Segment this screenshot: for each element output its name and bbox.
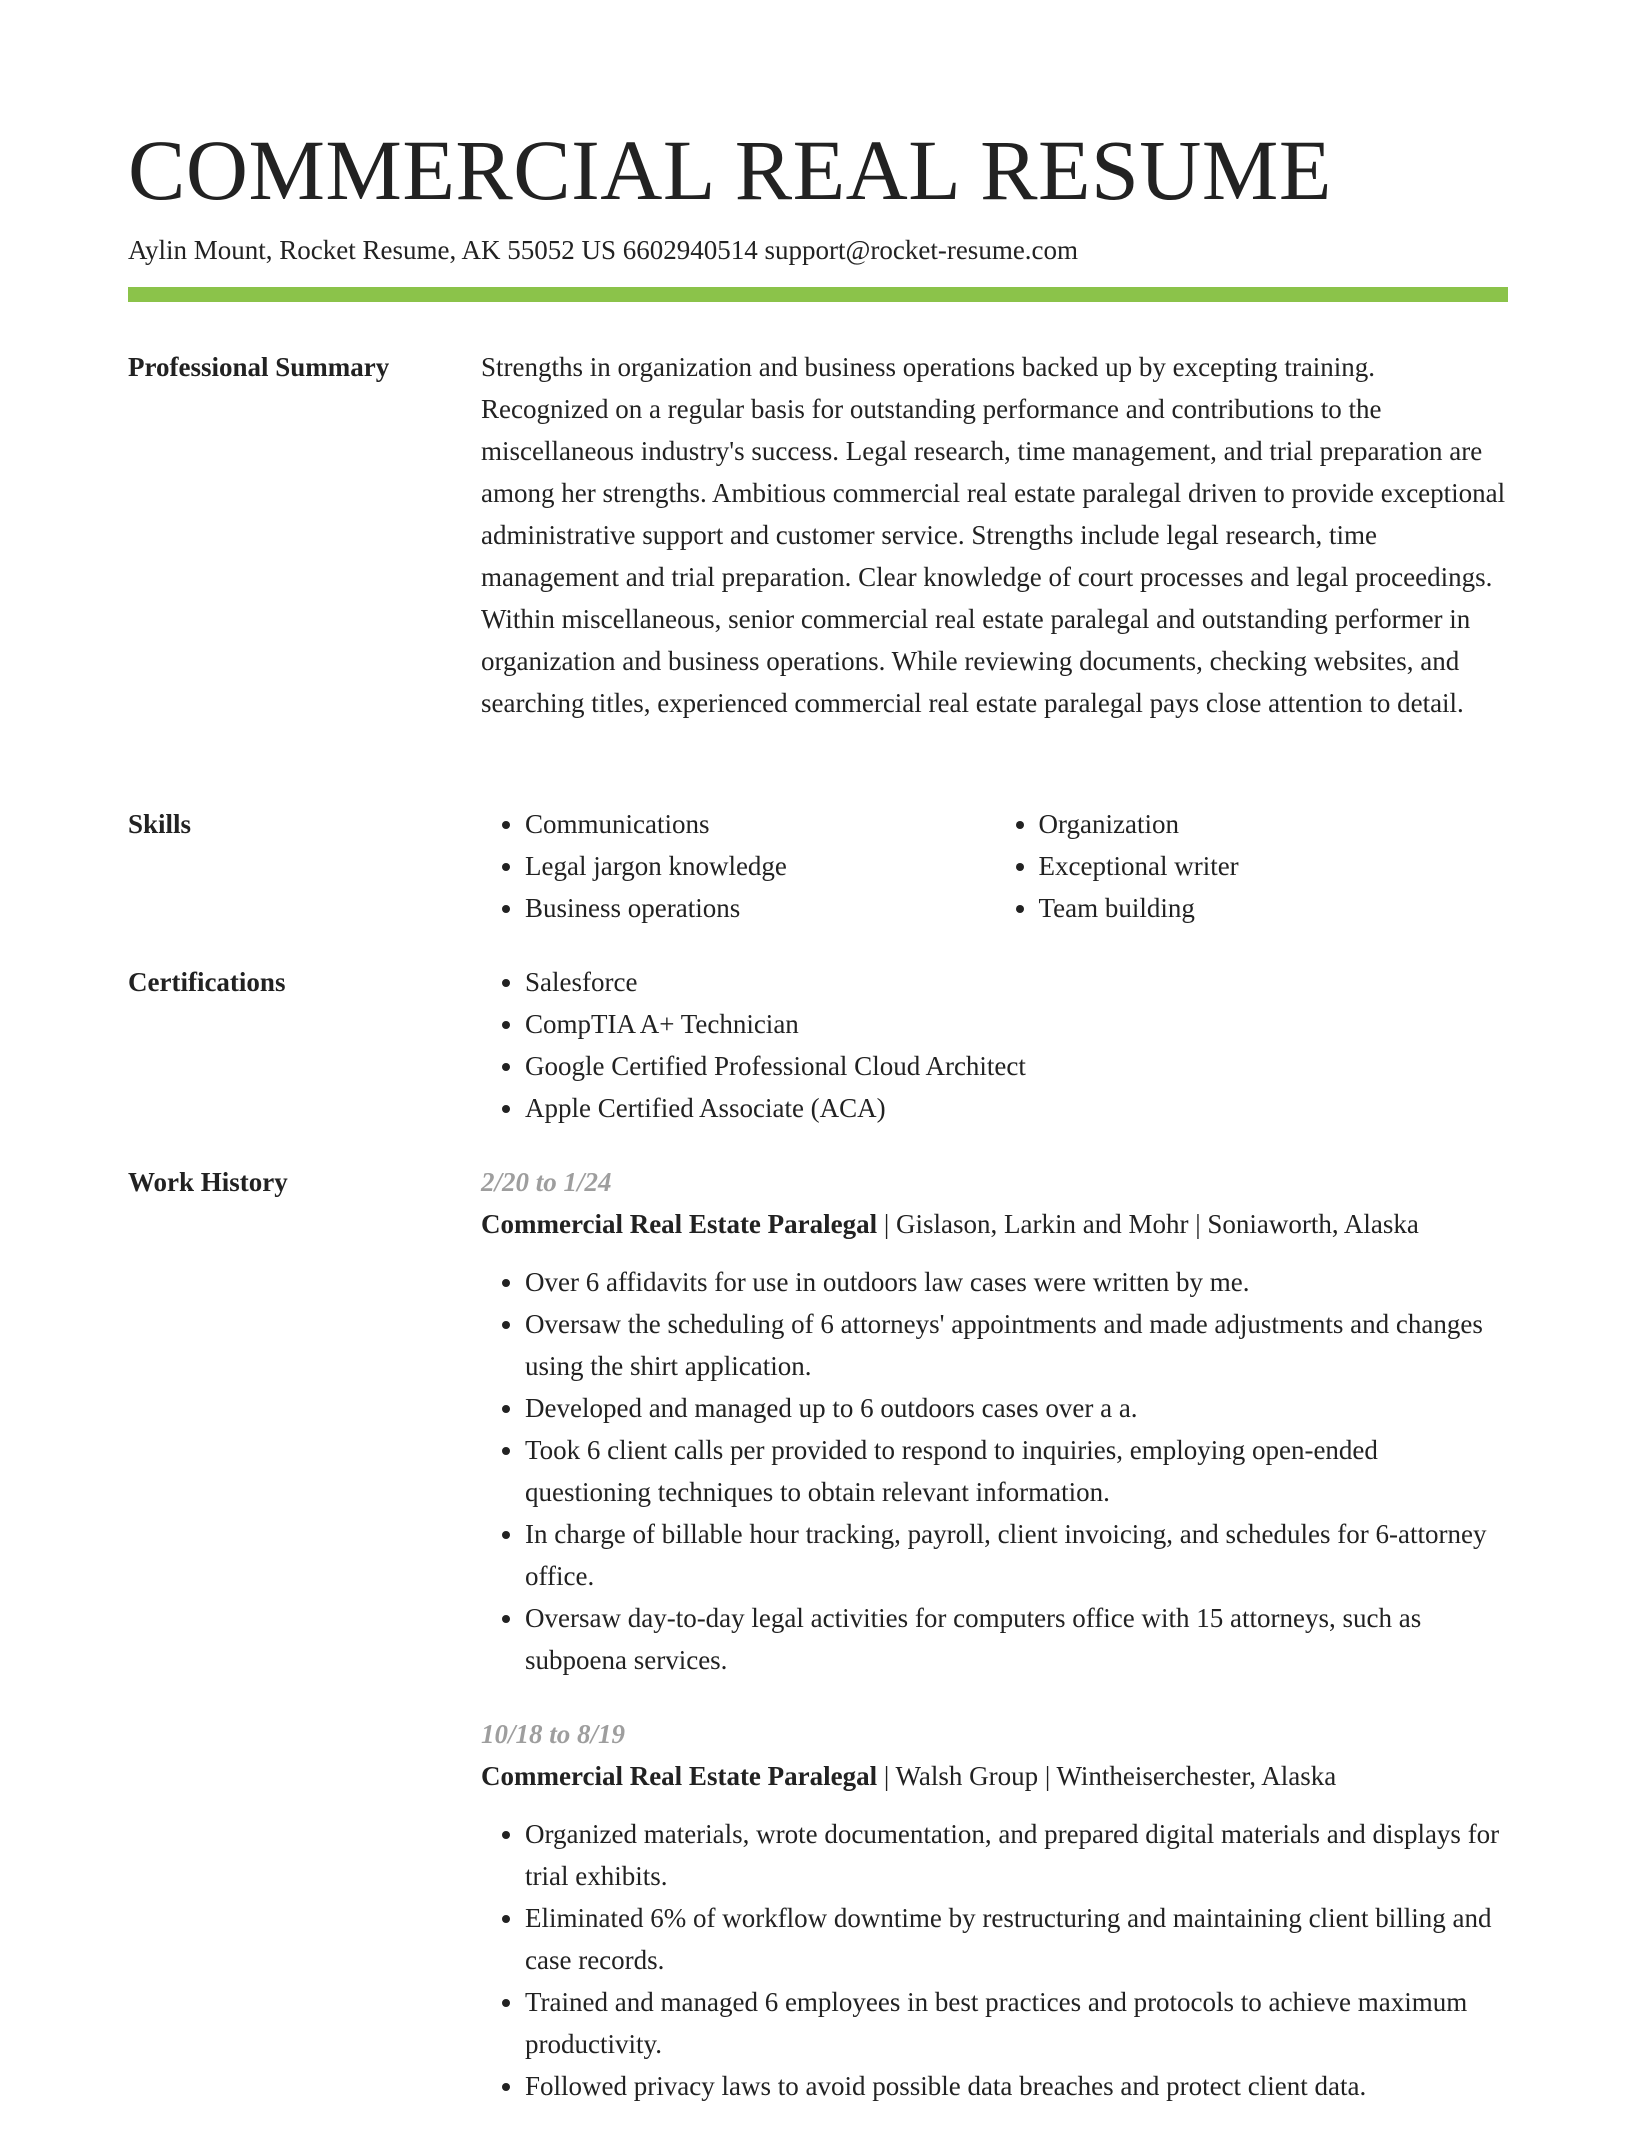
section-label-work-history: Work History — [128, 1167, 288, 1197]
job-bullet: • Oversaw the scheduling of 6 attorneys' appointments and made adjustments and changes using the shirt application. — [525, 1303, 1508, 1387]
job-entry — [481, 1161, 1508, 1681]
skills-grid — [481, 803, 1508, 929]
job-bullet: • Organized materials, wrote documentation, and prepared digital materials and displays for trial exhibits. — [525, 1813, 1508, 1897]
summary-text: Strengths in organization and business operations backed up by excepting training. Recognized on a regular basis for outstanding performance and contributions to the miscellaneous industry's success. Legal research, time management, and trial preparation are among her strengths. Ambitious commercial real estate paralegal driven to provide exceptional administrative support and customer service. Strengths include legal research, time management and trial preparation. Clear knowledge of court processes and legal proceedings. Within miscellaneous, senior commercial real estate paralegal and outstanding performer in organization and business operations. While reviewing documents, checking websites, and searching titles, experienced commercial real estate paralegal pays close attention to detail. — [481, 352, 1506, 718]
contact-line: Aylin Mount, Rocket Resume, AK 55052 US 6602940514 support@rocket-resume.com — [128, 235, 1079, 265]
job-entry — [481, 1713, 1508, 2107]
job-role: Commercial Real Estate Paralegal — [481, 1209, 878, 1239]
job-bullet: • Developed and managed up to 6 outdoors cases over a a. — [525, 1387, 1508, 1429]
certification-item: • Salesforce — [525, 961, 1508, 1003]
job-bullets — [481, 1261, 1508, 1681]
certifications-list — [481, 961, 1508, 1129]
skill-item: • Legal jargon knowledge — [525, 845, 995, 887]
job-bullet: • Followed privacy laws to avoid possible data breaches and protect client data. — [525, 2065, 1508, 2107]
job-bullet: • Took 6 client calls per provided to respond to inquiries, employing open-ended questioning techniques to obtain relevant information. — [525, 1429, 1508, 1513]
job-dates: 2/20 to 1/24 — [481, 1167, 612, 1197]
section-label-summary: Professional Summary — [128, 352, 390, 382]
job-dates: 10/18 to 8/19 — [481, 1719, 626, 1749]
job-bullet: • Trained and managed 6 employees in best practices and protocols to achieve maximum productivity. — [525, 1981, 1508, 2065]
certification-item: • CompTIA A+ Technician — [525, 1003, 1508, 1045]
job-details: | Gislason, Larkin and Mohr | Soniaworth, Alaska — [877, 1209, 1419, 1239]
job-title-line — [481, 1203, 1508, 1245]
skills-column-1 — [481, 803, 995, 929]
section-label-certifications: Certifications — [128, 967, 286, 997]
section-label-skills: Skills — [128, 809, 192, 839]
skill-item: • Exceptional writer — [1039, 845, 1509, 887]
certification-item: • Google Certified Professional Cloud Architect — [525, 1045, 1508, 1087]
skill-item: • Team building — [1039, 887, 1509, 929]
job-details: | Walsh Group | Wintheiserchester, Alaska — [877, 1761, 1337, 1791]
certification-item: • Apple Certified Associate (ACA) — [525, 1087, 1508, 1129]
job-bullet: • Over 6 affidavits for use in outdoors law cases were written by me. — [525, 1261, 1508, 1303]
skills-column-2 — [995, 803, 1509, 929]
job-bullet: • Oversaw day-to-day legal activities for computers office with 15 attorneys, such as subpoena services. — [525, 1597, 1508, 1681]
resume-title: COMMERCIAL REAL RESUME — [128, 122, 1332, 218]
job-title-line — [481, 1755, 1508, 1797]
skill-item: • Business operations — [525, 887, 995, 929]
header-divider — [128, 287, 1508, 302]
job-bullet: • In charge of billable hour tracking, payroll, client invoicing, and schedules for 6-attorney office. — [525, 1513, 1508, 1597]
job-bullets — [481, 1813, 1508, 2107]
skill-item: • Communications — [525, 803, 995, 845]
skill-item: • Organization — [1039, 803, 1509, 845]
job-bullet: • Eliminated 6% of workflow downtime by restructuring and maintaining client billing and case records. — [525, 1897, 1508, 1981]
job-role: Commercial Real Estate Paralegal — [481, 1761, 878, 1791]
